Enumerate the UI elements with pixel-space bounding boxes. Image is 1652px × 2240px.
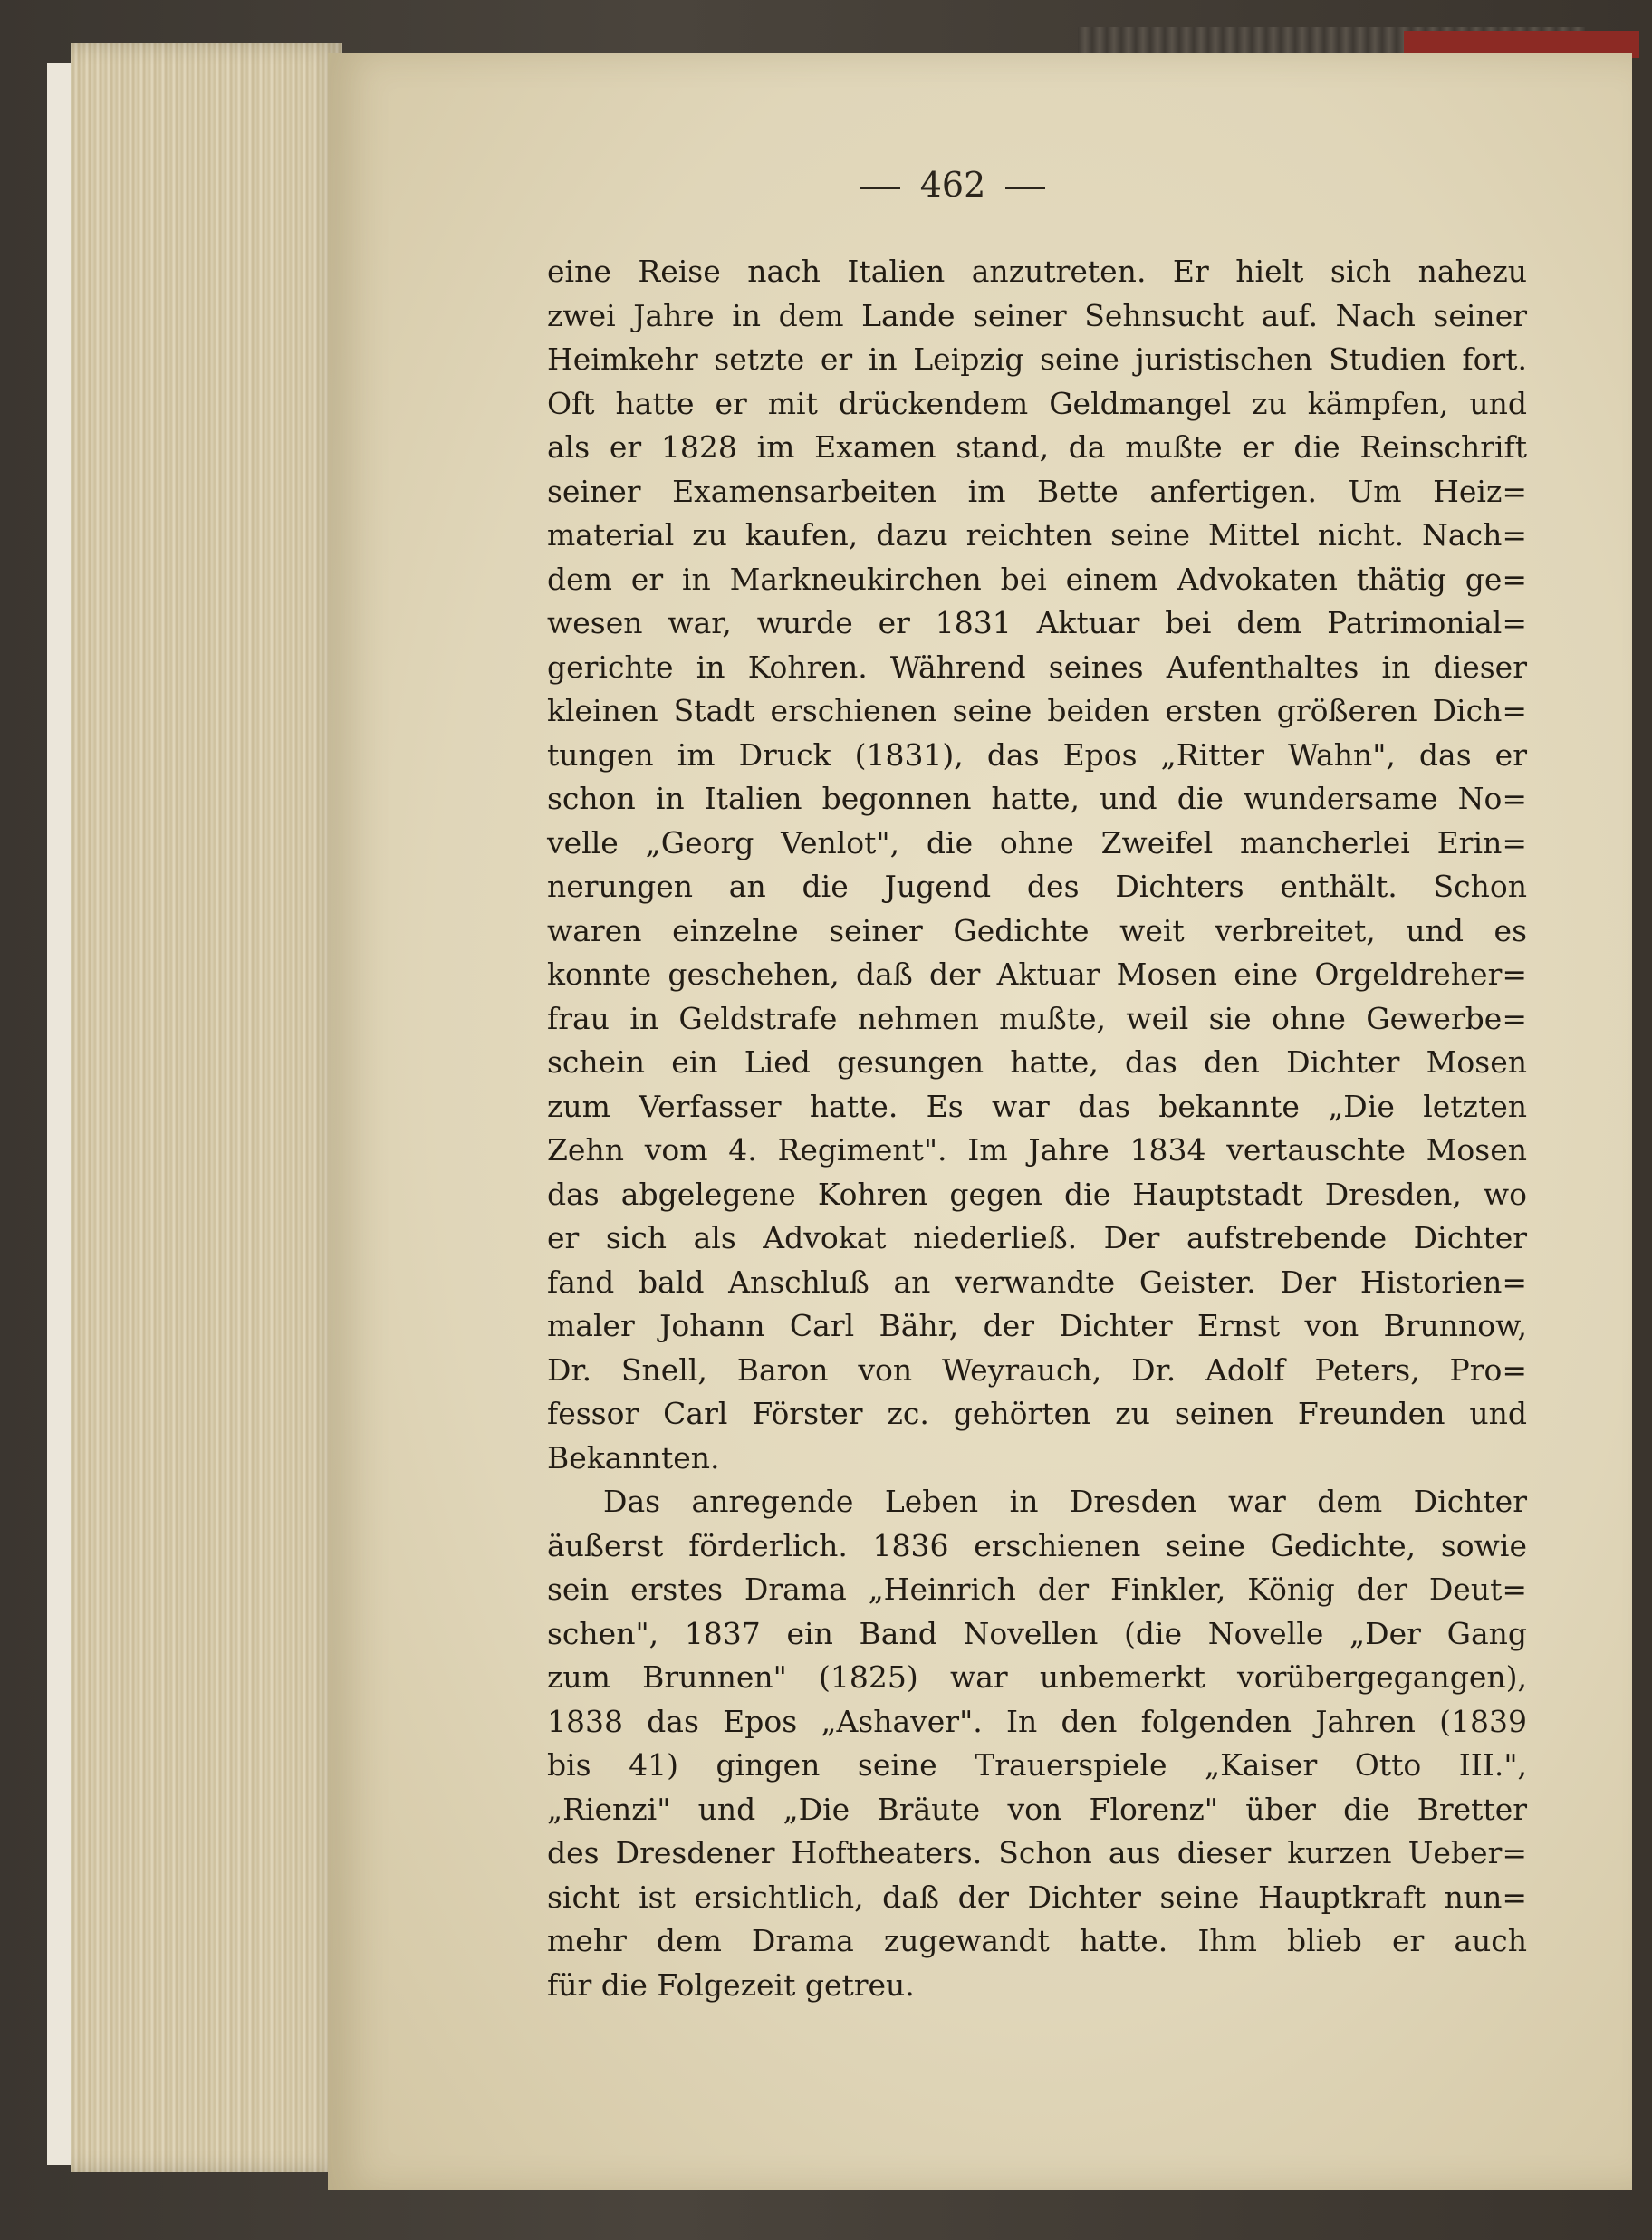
text-line: schein ein Lied gesungen hatte, das den Dichter Mosen	[547, 1044, 1527, 1080]
text-line: bis 41) gingen seine Trauerspiele „Kaiser Otto III.",	[547, 1747, 1527, 1783]
text-line: tungen im Druck (1831), das Epos „Ritter Wahn", das er	[547, 736, 1527, 773]
text-line: zum Brunnen" (1825) war unbemerkt vorübergegangen),	[547, 1659, 1527, 1695]
text-line: wesen war, wurde er 1831 Aktuar bei dem Patrimonial=	[547, 605, 1527, 640]
text-line: frau in Geldstrafe nehmen mußte, weil sie ohne Gewerbe=	[547, 1000, 1527, 1036]
text-line: 1838 das Epos „Ashaver". In den folgenden Jahren (1839	[547, 1703, 1527, 1739]
text-line: zwei Jahre in dem Lande seiner Sehnsucht auf. Nach seiner	[547, 297, 1527, 333]
text-line: maler Johann Carl Bähr, der Dichter Ernst von Brunnow,	[547, 1308, 1527, 1343]
text-line: gerichte in Kohren. Während seines Aufenthaltes in dieser	[547, 649, 1527, 685]
page-number-value: 462	[919, 165, 986, 205]
text-line: konnte geschehen, daß der Aktuar Mosen eine Orgeldreher=	[547, 957, 1527, 992]
page-number	[0, 165, 1652, 205]
text-line: mehr dem Drama zugewandt hatte. Ihm blieb er auch	[547, 1923, 1527, 1958]
body-text	[547, 250, 1527, 2007]
text-line: eine Reise nach Italien anzutreten. Er hielt sich nahezu	[547, 254, 1527, 289]
page-stack	[71, 43, 342, 2172]
text-line: nerungen an die Jugend des Dichters enthält. Schon	[547, 869, 1527, 904]
text-line: dem er in Markneukirchen bei einem Advokaten thätig ge=	[547, 561, 1527, 597]
text-line: Bekannten.	[547, 1439, 720, 1476]
paragraph-1	[547, 250, 1527, 1480]
text-line: Heimkehr setzte er in Leipzig seine juristischen Studien fort.	[547, 341, 1527, 377]
text-line: Dr. Snell, Baron von Weyrauch, Dr. Adolf Peters, Pro=	[547, 1351, 1527, 1388]
page-number-dash-left	[860, 187, 900, 189]
text-line: velle „Georg Venlot", die ohne Zweifel mancherlei Erin=	[547, 824, 1527, 860]
text-line: seiner Examensarbeiten im Bette anfertigen. Um Heiz=	[547, 473, 1527, 509]
text-line: Zehn vom 4. Regiment". Im Jahre 1834 vertauschte Mosen	[547, 1132, 1527, 1168]
text-line: „Rienzi" und „Die Bräute von Florenz" über die Bretter	[547, 1791, 1527, 1827]
text-line: für die Folgezeit getreu.	[547, 1966, 915, 2003]
text-line: material zu kaufen, dazu reichten seine Mittel nicht. Nach=	[547, 517, 1527, 553]
text-line: kleinen Stadt erschienen seine beiden ersten größeren Dich=	[547, 693, 1527, 728]
text-line: Oft hatte er mit drückendem Geldmangel zu kämpfen, und	[547, 385, 1527, 421]
page-number-dash-right	[1005, 187, 1045, 189]
text-line: fessor Carl Förster zc. gehörten zu seinen Freunden und	[547, 1396, 1527, 1431]
text-line: fand bald Anschluß an verwandte Geister. Der Historien=	[547, 1264, 1527, 1300]
text-line: sicht ist ersichtlich, daß der Dichter seine Hauptkraft nun=	[547, 1879, 1527, 1915]
text-line: Das anregende Leben in Dresden war dem Dichter	[603, 1484, 1527, 1519]
text-line: zum Verfasser hatte. Es war das bekannte „Die letzten	[547, 1088, 1527, 1124]
text-line: als er 1828 im Examen stand, da mußte er die Reinschrift	[547, 429, 1527, 465]
text-line: äußerst förderlich. 1836 erschienen seine Gedichte, sowie	[547, 1527, 1527, 1563]
paragraph-2	[547, 1480, 1527, 2007]
text-line: waren einzelne seiner Gedichte weit verbreitet, und es	[547, 912, 1527, 948]
text-line: das abgelegene Kohren gegen die Hauptstadt Dresden, wo	[547, 1176, 1527, 1212]
text-line: er sich als Advokat niederließ. Der aufstrebende Dichter	[547, 1220, 1527, 1255]
text-line: schen", 1837 ein Band Novellen (die Novelle „Der Gang	[547, 1615, 1527, 1651]
text-line: des Dresdener Hoftheaters. Schon aus dieser kurzen Ueber=	[547, 1835, 1527, 1870]
text-line: schon in Italien begonnen hatte, und die wundersame No=	[547, 781, 1527, 816]
text-line: sein erstes Drama „Heinrich der Finkler, König der Deut=	[547, 1572, 1527, 1607]
